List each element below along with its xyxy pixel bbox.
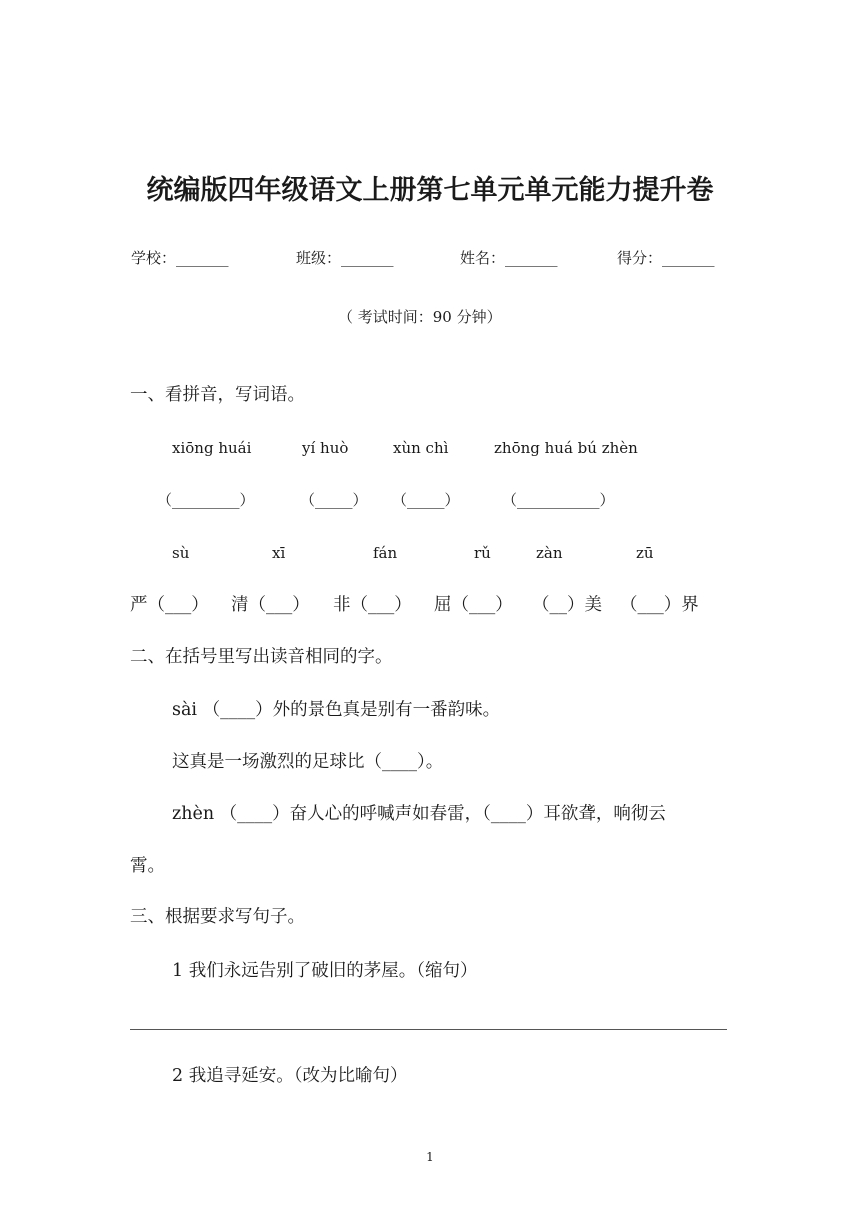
word-blank-6: （___）界 [620,595,699,615]
exam-time: （ 考试时间：90 分钟） [338,308,502,326]
blank-2: （_____） [300,491,368,509]
word-blank-5: （__）美 [532,595,602,615]
page-number: 1 [426,1150,434,1164]
pinyin-zan: zàn [536,544,563,562]
section-3-heading: 三、根据要求写句子。 [130,907,305,927]
word-blank-2: 清（___） [231,595,310,615]
pinyin-4: zhōng huá bú zhèn [494,439,638,457]
name-field: 姓名：_______ [460,249,558,267]
score-field: 得分：_______ [617,249,715,267]
pinyin-1: xiōng huái [172,439,252,457]
section-2-line-3-continued: 霄。 [130,856,165,876]
school-field: 学校：_______ [131,249,229,267]
pinyin-zu: zū [636,544,654,562]
blank-4: （___________） [502,491,615,509]
answer-line [130,1029,727,1030]
section-2-line-2: 这真是一场激烈的足球比（____）。 [172,752,444,772]
class-field: 班级：_______ [296,249,394,267]
document-title: 统编版四年级语文上册第七单元单元能力提升卷 [146,175,714,206]
section-2-line-3: zhèn （____）奋人心的呼喊声如春雷，（____）耳欲聋，响彻云 [172,804,666,824]
pinyin-2: yí huò [302,439,349,457]
blank-1: （_________） [157,491,255,509]
section-1-heading: 一、看拼音，写词语。 [130,385,305,405]
word-blank-3: 非（___） [333,595,412,615]
section-2-heading: 二、在括号里写出读音相同的字。 [130,647,393,667]
section-3-item-2: 2 我追寻延安。（改为比喻句） [172,1066,408,1086]
blank-3: （_____） [392,491,460,509]
word-blank-4: 屈（___） [434,595,513,615]
pinyin-su: sù [172,544,190,562]
pinyin-xi: xī [272,544,286,562]
section-3-item-1: 1 我们永远告别了破旧的茅屋。（缩句） [172,961,478,981]
word-blank-1: 严（___） [130,595,209,615]
pinyin-3: xùn chì [393,439,449,457]
section-2-line-1: sài （____）外的景色真是别有一番韵味。 [172,700,501,720]
pinyin-fan: fán [373,544,398,562]
pinyin-ru: rǔ [474,544,491,562]
